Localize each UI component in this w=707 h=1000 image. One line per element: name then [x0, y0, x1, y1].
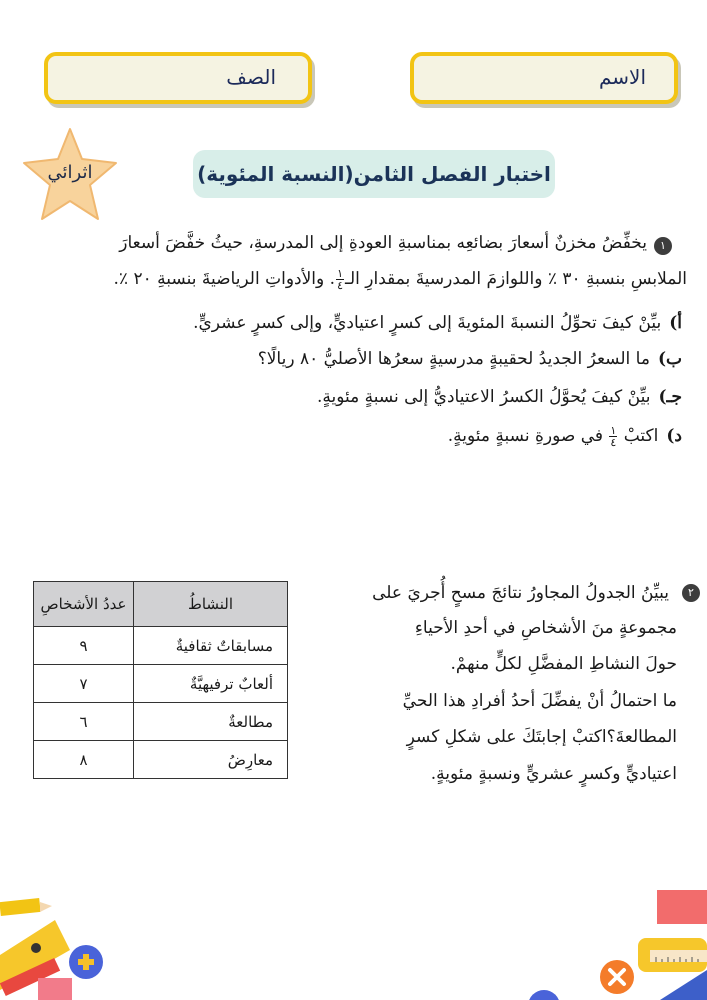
page-title: اختبار الفصل الثامن(النسبة المئوية) — [193, 150, 555, 198]
pencil-icon — [0, 898, 52, 916]
right-eraser-icon — [657, 890, 707, 924]
table-cell-activity: مسابقاتٌ ثقافيةٌ — [134, 627, 288, 665]
question-2-line-4: ما احتمالُ أنْ يفضِّلَ أحدُ أفرادِ هذا الحيِّ — [402, 691, 677, 711]
table-header-activity: النشاطُ — [134, 582, 288, 627]
question-1-part-b: ب)ما السعرُ الجديدُ لحقيبةٍ مدرسيةٍ سعرُها الأصليُّ ٨٠ ريالًا؟ — [257, 349, 682, 369]
question-1-number: ١ — [654, 237, 672, 255]
plus-icon — [69, 945, 103, 979]
activity-table — [33, 581, 288, 779]
class-field[interactable] — [44, 52, 312, 104]
blue-dot-icon — [528, 990, 560, 1000]
table-cell-count: ٧ — [34, 665, 134, 703]
blue-strip-icon — [660, 970, 707, 1000]
enrichment-label: اثرائي — [47, 162, 93, 183]
fraction-one-quarter: $\frac{١}{٤}$ — [337, 267, 343, 292]
stationery-decoration — [0, 860, 707, 1000]
table-row — [34, 665, 288, 703]
question-2-line-6: اعتياديٍّ وكسرٍ عشريٍّ ونسبةٍ مئويةٍ. — [430, 764, 677, 784]
question-1-line-1: يخفِّضُ مخزنٌ أسعارَ بضائعِه بمناسبةِ العودةِ إلى المدرسةِ، حيثُ خفَّضَ أسعارَ — [119, 233, 647, 253]
name-field[interactable] — [410, 52, 678, 104]
table-cell-activity: ألعابٌ ترفيهيَّةٌ — [134, 665, 288, 703]
table-cell-count: ٨ — [34, 741, 134, 779]
table-header-count: عددُ الأشخاصِ — [34, 582, 134, 627]
multiply-icon — [600, 960, 634, 994]
eraser-icon — [38, 978, 72, 1000]
table-cell-activity: معارِضُ — [134, 741, 288, 779]
table-cell-activity: مطالعةٌ — [134, 703, 288, 741]
question-1-part-a: أ)بيِّنْ كيفَ تحوِّلُ النسبةَ المئويةَ إلى كسرٍ اعتياديٍّ، وإلى كسرٍ عشريٍّ. — [193, 313, 682, 333]
question-1-part-d: د)اكتبْ $\frac{١}{٤}$ في صورةِ نسبةٍ مئويةٍ. — [447, 424, 682, 449]
table-row — [34, 703, 288, 741]
right-ruler-icon — [638, 938, 707, 972]
table-row — [34, 741, 288, 779]
table-cell-count: ٩ — [34, 627, 134, 665]
class-label: الصف — [226, 65, 276, 89]
question-1-part-c: جـ)بيِّنْ كيفَ يُحوَّلُ الكسرُ الاعتياديُّ إلى نسبةٍ مئويةٍ. — [316, 387, 682, 407]
table-header-row — [34, 582, 288, 627]
question-1-line-2: الملابسِ بنسبةِ ٣٠ ٪ واللوازمَ المدرسيةَ بمقدارِ الـ $\frac{١}{٤}$ . والأدواتِ الرياضيةَ بنسبةِ ٢٠ ٪. — [113, 267, 687, 292]
question-2-line-2: مجموعةٍ منَ الأشخاصِ في أحدِ الأحياءِ — [414, 618, 677, 638]
name-label: الاسم — [598, 65, 646, 89]
fraction-one-quarter: $\frac{١}{٤}$ — [610, 424, 617, 449]
question-2-line-5: المطالعةَ؟اكتبْ إجابتَكَ على شكلِ كسرٍ — [406, 727, 677, 747]
question-2-line-1: يبيِّنُ الجدولُ المجاورُ نتائجَ مسحٍ أُجريَ على — [372, 583, 669, 603]
table-cell-count: ٦ — [34, 703, 134, 741]
question-2-number: ٢ — [682, 584, 700, 602]
table-row — [34, 627, 288, 665]
question-2-line-3: حولَ النشاطِ المفضَّلِ لكلٍّ منهمْ. — [450, 654, 677, 674]
